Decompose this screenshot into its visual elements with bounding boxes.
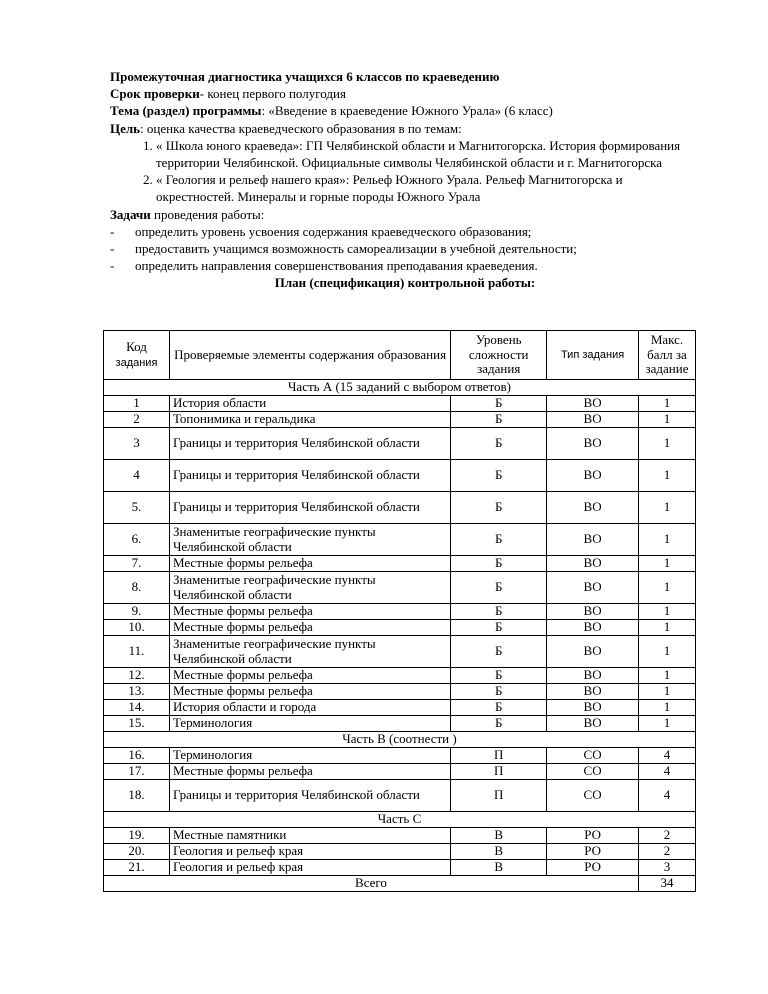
task-item: - определить уровень усвоения содержания краеведческого образования; — [110, 223, 700, 240]
task-level: П — [451, 764, 547, 780]
total-row — [104, 876, 696, 892]
document-body — [110, 68, 700, 292]
task-type: СО — [547, 764, 639, 780]
deadline-line — [110, 85, 700, 102]
task-max-score: 1 — [639, 604, 696, 620]
topics-list — [110, 137, 700, 206]
table-row — [104, 748, 696, 764]
task-type: ВО — [547, 700, 639, 716]
table-row — [104, 524, 696, 556]
table-row — [104, 620, 696, 636]
task-element: Границы и территория Челябинской области — [169, 460, 450, 492]
task-level: Б — [451, 668, 547, 684]
task-code: 7. — [104, 556, 170, 572]
task-level: Б — [451, 700, 547, 716]
task-level: Б — [451, 716, 547, 732]
deadline-value: - конец первого полугодия — [199, 86, 346, 102]
tasks-line — [110, 206, 700, 223]
task-element: Границы и территория Челябинской области — [169, 492, 450, 524]
table-row — [104, 412, 696, 428]
task-element: Геология и рельеф края — [169, 844, 450, 860]
task-max-score: 2 — [639, 828, 696, 844]
task-element: Местные формы рельефа — [169, 604, 450, 620]
section-c-row-label: Часть С — [104, 812, 696, 828]
table-row — [104, 828, 696, 844]
total-value: 34 — [639, 876, 696, 892]
task-code: 9. — [104, 604, 170, 620]
task-element: Местные формы рельефа — [169, 764, 450, 780]
task-code: 21. — [104, 860, 170, 876]
goal-value: : оценка качества краеведческого образования в по темам: — [140, 120, 462, 136]
task-element: Местные формы рельефа — [169, 668, 450, 684]
task-level: Б — [451, 620, 547, 636]
task-item: - предоставить учащимся возможность самореализации в учебной деятельности; — [110, 240, 700, 257]
task-max-score: 1 — [639, 524, 696, 556]
column-header-max: Макс. балл за задание — [639, 331, 696, 380]
task-element: Знаменитые географические пункты Челябинской области — [169, 636, 450, 668]
table-row — [104, 780, 696, 812]
task-type: ВО — [547, 492, 639, 524]
task-element: Знаменитые географические пункты Челябинской области — [169, 572, 450, 604]
table-row — [104, 844, 696, 860]
task-level: В — [451, 844, 547, 860]
task-level: Б — [451, 428, 547, 460]
task-level: Б — [451, 684, 547, 700]
task-max-score: 1 — [639, 716, 696, 732]
column-header-level: Уровень сложности задания — [451, 331, 547, 380]
theme-line — [110, 102, 700, 119]
table-row — [104, 396, 696, 412]
task-code: 2 — [104, 412, 170, 428]
task-max-score: 4 — [639, 780, 696, 812]
document-title: Промежуточная диагностика учащихся 6 классов по краеведению — [110, 69, 500, 84]
task-type: ВО — [547, 412, 639, 428]
table-row — [104, 860, 696, 876]
task-type: ВО — [547, 556, 639, 572]
table-row — [104, 700, 696, 716]
task-code: 10. — [104, 620, 170, 636]
task-level: В — [451, 828, 547, 844]
task-element: Терминология — [169, 748, 450, 764]
table-row — [104, 556, 696, 572]
task-level: Б — [451, 556, 547, 572]
task-max-score: 1 — [639, 684, 696, 700]
task-level: Б — [451, 636, 547, 668]
task-type: ВО — [547, 668, 639, 684]
task-level: Б — [451, 572, 547, 604]
task-max-score: 4 — [639, 748, 696, 764]
section-a-row — [104, 380, 696, 396]
task-type: РО — [547, 860, 639, 876]
table-row — [104, 604, 696, 620]
task-max-score: 2 — [639, 844, 696, 860]
plan-title: План (спецификация) контрольной работы: — [274, 275, 536, 291]
task-element: История области — [169, 396, 450, 412]
task-element: Границы и территория Челябинской области — [169, 428, 450, 460]
task-type: СО — [547, 748, 639, 764]
task-level: Б — [451, 604, 547, 620]
task-code: 5. — [104, 492, 170, 524]
task-element: Границы и территория Челябинской области — [169, 780, 450, 812]
section-c-row — [104, 812, 696, 828]
task-max-score: 4 — [639, 764, 696, 780]
task-max-score: 1 — [639, 620, 696, 636]
specification-table — [103, 330, 696, 892]
task-max-score: 1 — [639, 492, 696, 524]
theme-value: : «Введение в краеведение Южного Урала» (6 класс) — [261, 103, 553, 119]
total-label: Всего — [104, 876, 639, 892]
task-max-score: 1 — [639, 636, 696, 668]
table-row — [104, 668, 696, 684]
tasks-label: Задачи — [110, 206, 151, 222]
task-code: 3 — [104, 428, 170, 460]
task-code: 6. — [104, 524, 170, 556]
table-body — [104, 380, 696, 892]
table-header-row — [104, 331, 696, 380]
task-element: История области и города — [169, 700, 450, 716]
task-type: СО — [547, 780, 639, 812]
task-element: Терминология — [169, 716, 450, 732]
task-code: 15. — [104, 716, 170, 732]
task-element: Местные формы рельефа — [169, 556, 450, 572]
section-b-row — [104, 732, 696, 748]
task-type: ВО — [547, 716, 639, 732]
task-max-score: 1 — [639, 700, 696, 716]
deadline-label: Срок проверки — [110, 86, 200, 102]
table-row — [104, 764, 696, 780]
task-level: Б — [451, 492, 547, 524]
table-row — [104, 460, 696, 492]
table-row — [104, 684, 696, 700]
task-type: ВО — [547, 460, 639, 492]
table-row — [104, 572, 696, 604]
task-type: ВО — [547, 620, 639, 636]
task-level: Б — [451, 396, 547, 412]
task-type: РО — [547, 844, 639, 860]
task-type: ВО — [547, 524, 639, 556]
task-level: Б — [451, 524, 547, 556]
task-code: 16. — [104, 748, 170, 764]
table-row — [104, 716, 696, 732]
task-max-score: 1 — [639, 572, 696, 604]
task-code: 19. — [104, 828, 170, 844]
tasks-value: проведения работы: — [150, 206, 265, 222]
table-row — [104, 492, 696, 524]
task-element: Знаменитые географические пункты Челябинской области — [169, 524, 450, 556]
task-max-score: 1 — [639, 396, 696, 412]
task-code: 14. — [104, 700, 170, 716]
task-level: Б — [451, 412, 547, 428]
task-element: Местные формы рельефа — [169, 684, 450, 700]
goal-label: Цель — [110, 120, 141, 136]
task-item: - определить направления совершенствования преподавания краеведения. — [110, 257, 700, 274]
task-type: ВО — [547, 604, 639, 620]
task-element: Геология и рельеф края — [169, 860, 450, 876]
task-type: ВО — [547, 684, 639, 700]
task-code: 12. — [104, 668, 170, 684]
section-a-row-label: Часть А (15 заданий с выбором ответов) — [104, 380, 696, 396]
section-b-row-label: Часть В (соотнести ) — [104, 732, 696, 748]
task-max-score: 1 — [639, 668, 696, 684]
column-header-type: Тип задания — [547, 331, 639, 380]
task-max-score: 1 — [639, 428, 696, 460]
task-code: 4 — [104, 460, 170, 492]
task-code: 1 — [104, 396, 170, 412]
task-type: ВО — [547, 636, 639, 668]
task-code: 20. — [104, 844, 170, 860]
task-element: Местные формы рельефа — [169, 620, 450, 636]
task-type: ВО — [547, 396, 639, 412]
task-max-score: 3 — [639, 860, 696, 876]
theme-label: Тема (раздел) программы — [110, 103, 262, 119]
tasks-list — [110, 223, 700, 275]
task-max-score: 1 — [639, 556, 696, 572]
task-type: ВО — [547, 428, 639, 460]
task-code: 13. — [104, 684, 170, 700]
task-element: Топонимика и геральдика — [169, 412, 450, 428]
task-level: П — [451, 748, 547, 764]
goal-line — [110, 120, 700, 137]
task-type: ВО — [547, 572, 639, 604]
column-header-elements: Проверяемые элементы содержания образования — [169, 331, 450, 380]
task-type: РО — [547, 828, 639, 844]
column-header-code: Код задания — [104, 331, 170, 380]
task-level: Б — [451, 460, 547, 492]
topic-item: 2. « Геология и рельеф нашего края»: Рельеф Южного Урала. Рельеф Магнитогорска и окрестностей. Минералы и горные породы Южного Урала — [156, 171, 700, 205]
task-code: 17. — [104, 764, 170, 780]
topic-item: 1. « Школа юного краеведа»: ГП Челябинской области и Магнитогорска. История формирования территории Челябинской. Официальные символы Челябинской области и г. Магнитогорска — [156, 137, 700, 171]
task-code: 18. — [104, 780, 170, 812]
task-code: 11. — [104, 636, 170, 668]
task-max-score: 1 — [639, 460, 696, 492]
task-code: 8. — [104, 572, 170, 604]
task-level: В — [451, 860, 547, 876]
task-max-score: 1 — [639, 412, 696, 428]
task-element: Местные памятники — [169, 828, 450, 844]
task-level: П — [451, 780, 547, 812]
table-row — [104, 428, 696, 460]
table-row — [104, 636, 696, 668]
